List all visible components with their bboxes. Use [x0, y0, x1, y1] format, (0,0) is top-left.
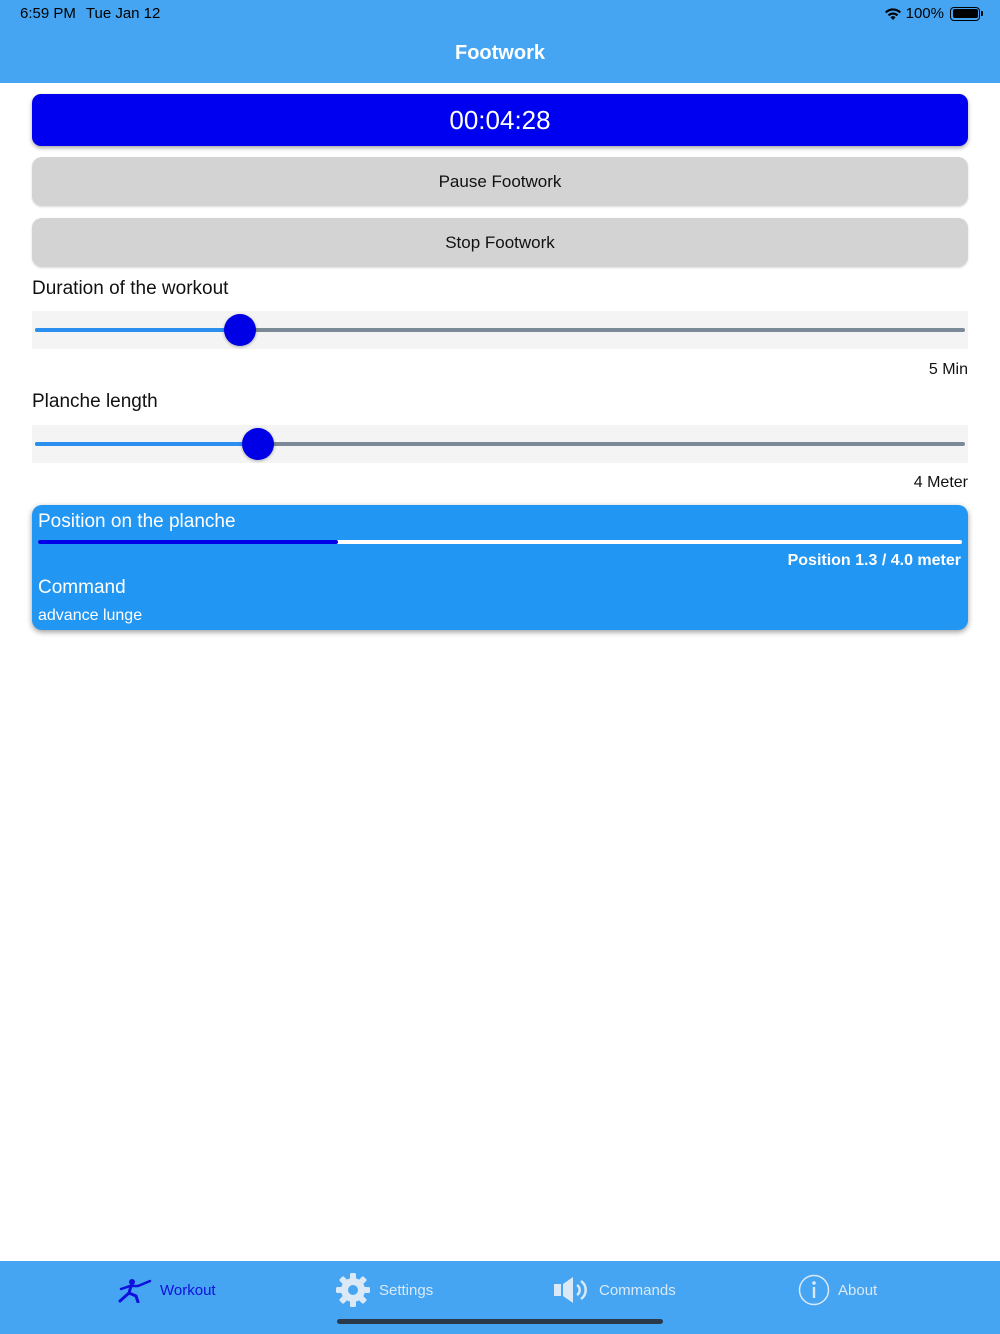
- tab-workout[interactable]: [116, 1273, 216, 1307]
- position-progress-fill: [38, 540, 338, 544]
- position-title: Position on the planche: [38, 511, 236, 532]
- position-progress-bar: [38, 540, 962, 544]
- wifi-icon: [884, 7, 902, 21]
- battery-icon: [950, 7, 980, 21]
- duration-slider-thumb[interactable]: [224, 314, 256, 346]
- stop-footwork-button[interactable]: Stop Footwork: [32, 218, 968, 267]
- gear-icon: [335, 1272, 371, 1308]
- duration-label: Duration of the workout: [32, 278, 229, 299]
- speaker-icon: [553, 1275, 591, 1305]
- fencer-icon: [116, 1277, 152, 1303]
- tab-about-label: About: [838, 1281, 878, 1299]
- status-date: Tue Jan 12: [85, 5, 161, 22]
- tab-settings-label: Settings: [379, 1281, 434, 1299]
- planche-label: Planche length: [32, 391, 158, 412]
- header: [0, 0, 1000, 83]
- planche-slider-fill: [35, 442, 258, 446]
- status-time-block: [20, 5, 160, 22]
- info-icon: [798, 1274, 830, 1306]
- duration-slider[interactable]: [32, 311, 968, 349]
- position-readout: Position 1.3 / 4.0 meter: [787, 552, 961, 569]
- status-right: [884, 5, 980, 22]
- battery-percent: 100%: [905, 5, 944, 22]
- tab-bar: [0, 1261, 1000, 1334]
- tab-commands-label: Commands: [599, 1281, 676, 1299]
- command-title: Command: [38, 577, 126, 598]
- tab-commands[interactable]: [553, 1273, 676, 1307]
- timer-display[interactable]: 00:04:28: [32, 94, 968, 146]
- tab-about[interactable]: [798, 1273, 877, 1307]
- duration-slider-fill: [35, 328, 240, 332]
- tab-settings[interactable]: [335, 1273, 433, 1307]
- page-title: Footwork: [455, 42, 545, 64]
- duration-value: 5 Min: [928, 361, 968, 378]
- status-time: 6:59 PM: [20, 5, 76, 22]
- planche-slider[interactable]: [32, 425, 968, 463]
- pause-footwork-button[interactable]: Pause Footwork: [32, 157, 968, 206]
- position-card: [32, 505, 968, 630]
- planche-slider-thumb[interactable]: [242, 428, 274, 460]
- command-value: advance lunge: [38, 607, 143, 624]
- tab-workout-label: Workout: [160, 1281, 216, 1299]
- planche-value: 4 Meter: [913, 474, 968, 491]
- home-indicator[interactable]: [337, 1319, 663, 1324]
